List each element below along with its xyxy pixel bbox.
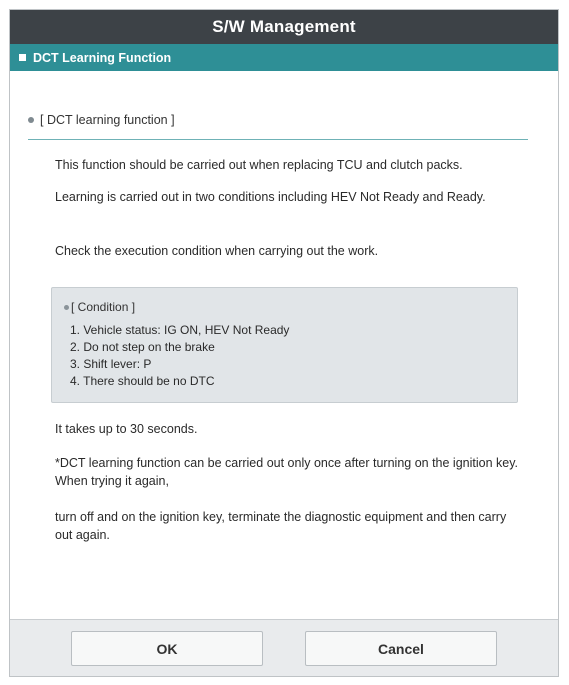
paragraph-check: Check the execution condition when carrying out the work. [55, 244, 379, 258]
function-header-label: DCT Learning Function [33, 50, 172, 65]
condition-item: 4. There should be no DTC [70, 374, 215, 388]
square-bullet-icon [19, 54, 26, 61]
condition-box [51, 287, 518, 403]
paragraph-note: *DCT learning function can be carried out only once after turning on the ignition key. When trying it again, [55, 456, 519, 488]
section-heading-label: [ DCT learning function ] [40, 113, 175, 127]
bullet-icon [28, 117, 34, 123]
cancel-button[interactable]: Cancel [305, 631, 497, 666]
condition-heading [64, 300, 135, 314]
function-header [10, 44, 558, 71]
ok-button[interactable]: OK [71, 631, 263, 666]
dialog-footer [10, 619, 558, 676]
section-divider [28, 139, 528, 140]
dialog-title: S/W Management [10, 10, 558, 44]
condition-list [70, 322, 289, 390]
section-heading [28, 113, 175, 127]
bullet-icon [64, 305, 69, 310]
condition-heading-label: [ Condition ] [71, 300, 136, 314]
sw-management-dialog [9, 9, 559, 677]
condition-item: 2. Do not step on the brake [70, 340, 215, 354]
paragraph-retry: turn off and on the ignition key, terminate the diagnostic equipment and then carry out again. [55, 510, 507, 542]
paragraph-duration: It takes up to 30 seconds. [55, 422, 198, 436]
paragraph-purpose: This function should be carried out when replacing TCU and clutch packs. [55, 158, 463, 172]
condition-item: 1. Vehicle status: IG ON, HEV Not Ready [70, 323, 290, 337]
paragraph-conditions-intro: Learning is carried out in two conditions including HEV Not Ready and Ready. [55, 190, 486, 204]
condition-item: 3. Shift lever: P [70, 357, 152, 371]
